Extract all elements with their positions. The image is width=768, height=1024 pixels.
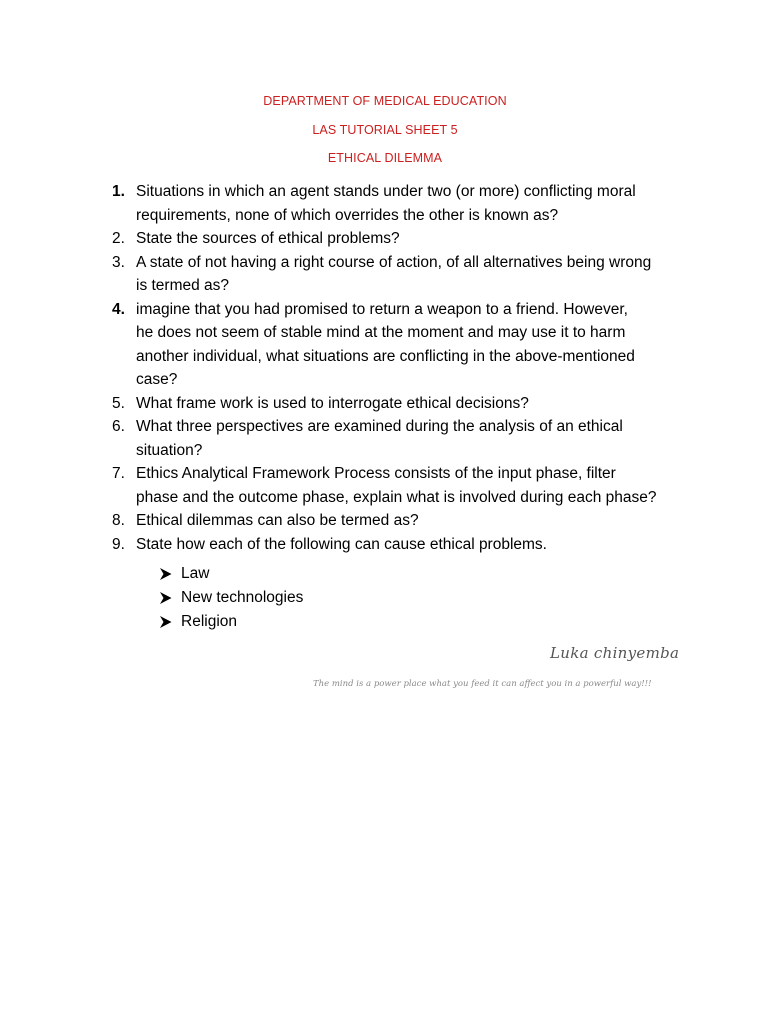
question-list <box>106 180 696 556</box>
question-line: is termed as? <box>136 277 230 294</box>
sub-item-label: Religion <box>181 613 238 630</box>
department-heading: DEPARTMENT OF MEDICAL EDUCATION <box>263 94 507 108</box>
question-line: imagine that you had promised to return a weapon to a friend. However, <box>136 300 628 318</box>
question-item <box>106 298 696 392</box>
question-line: What three perspectives are examined during the analysis of an ethical <box>136 418 623 435</box>
question-line: State the sources of ethical problems? <box>136 230 400 247</box>
question-item <box>106 227 696 251</box>
question-item <box>106 509 696 533</box>
arrowhead-bullet-icon <box>159 568 172 580</box>
question-item <box>106 251 696 298</box>
sub-item-label: Law <box>181 565 210 582</box>
question-number: 1. <box>112 183 125 200</box>
question-item <box>106 392 696 416</box>
question-line: case? <box>136 371 178 388</box>
question-number: 4. <box>112 300 125 318</box>
sub-item-list <box>159 562 303 634</box>
question-line: Ethical dilemmas can also be termed as? <box>136 512 419 529</box>
topic-heading: ETHICAL DILEMMA <box>327 151 443 165</box>
question-line: State how each of the following can cause ethical problems. <box>136 535 547 553</box>
question-number: 2. <box>112 230 125 247</box>
question-number: 9. <box>112 535 125 553</box>
question-line: Situations in which an agent stands under two (or more) conflicting moral <box>136 183 636 200</box>
sub-item <box>159 610 303 634</box>
question-line: What frame work is used to interrogate ethical decisions? <box>136 394 529 412</box>
arrowhead-bullet-icon <box>159 616 172 628</box>
question-item <box>106 462 696 509</box>
question-number: 7. <box>112 465 125 482</box>
question-line: A state of not having a right course of action, of all alternatives being wrong <box>136 253 652 271</box>
motto-text: The mind is a power place what you feed it can affect you in a powerful way!!! <box>313 679 652 689</box>
question-number: 6. <box>112 418 125 435</box>
question-line: Ethics Analytical Framework Process consists of the input phase, filter <box>136 465 616 482</box>
question-number: 8. <box>112 512 125 529</box>
question-number: 3. <box>112 253 125 271</box>
arrowhead-bullet-icon <box>159 592 172 604</box>
sub-item <box>159 562 303 586</box>
author-signature: Luka chinyemba <box>550 644 680 662</box>
question-item <box>106 415 696 462</box>
question-item <box>106 180 696 227</box>
question-line: another individual, what situations are conflicting in the above-mentioned <box>136 347 635 365</box>
question-line: phase and the outcome phase, explain what is involved during each phase? <box>136 488 657 506</box>
sheet-heading: LAS TUTORIAL SHEET 5 <box>312 123 458 137</box>
question-line: requirements, none of which overrides the other is known as? <box>136 206 559 224</box>
question-line: situation? <box>136 441 203 459</box>
question-line: he does not seem of stable mind at the moment and may use it to harm <box>136 324 626 341</box>
sub-item-label: New technologies <box>181 589 304 606</box>
sub-item <box>159 586 303 610</box>
question-number: 5. <box>112 394 125 412</box>
question-item <box>106 533 696 557</box>
